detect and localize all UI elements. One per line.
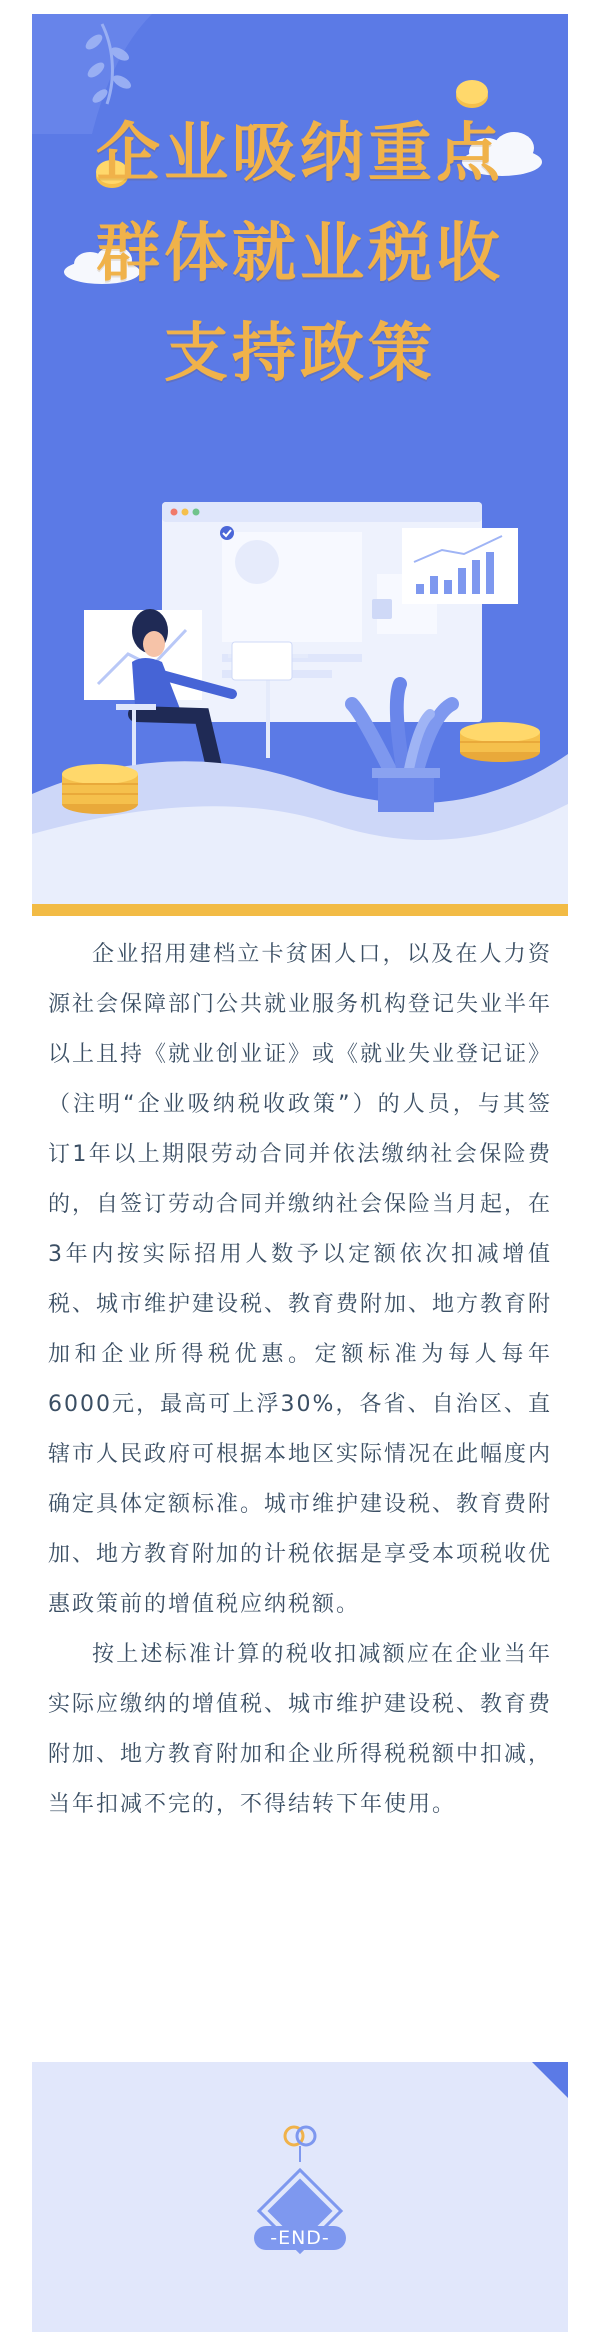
title-line-2: 群体就业税收 [96,217,504,291]
end-badge [250,2122,350,2282]
end-label: -END- [270,2227,330,2249]
paragraph-1: 企业招用建档立卡贫困人口，以及在人力资源社会保障部门公共就业服务机构登记失业半年以上且持《就业创业证》或《就业失业登记证》（注明“企业吸纳税收政策”）的人员，与其签订1年以上期限劳动合同并依法缴纳社会保险费的，自签订劳动合同并缴纳社会保险当月起，在3年内按实际招用人数予以定额依次扣减增值税、城市维护建设税、教育费附加、地方教育附加和企业所得税优惠。定额标准为每人每年6000元，最高可上浮30%，各省、自治区、直辖市人民政府可根据本地区实际情况在此幅度内确定具体定额标准。城市维护建设税、教育费附加、地方教育附加的计税依据是享受本项税收优惠政策前的增值税应纳税额。 [48,942,553,1617]
end-badge-icon [250,2122,350,2282]
paragraph-2: 按上述标准计算的税收扣减额应在企业当年实际应缴纳的增值税、城市维护建设税、教育费附加、地方教育附加和企业所得税税额中扣减，当年扣减不完的，不得结转下年使用。 [48,1642,553,1817]
banner-accent-bar [32,904,568,916]
title-line-1: 企业吸纳重点 [96,117,504,191]
coin-stack-icon [62,764,138,814]
bar-chart-card-illustration [402,528,518,604]
corner-triangle-icon [532,2062,568,2098]
coin-stack-icon [460,722,540,762]
page-title [32,104,568,404]
footer-card [32,2062,568,2332]
title-line-3: 支持政策 [164,317,436,391]
header-banner [32,14,568,904]
article-body [48,930,552,1830]
